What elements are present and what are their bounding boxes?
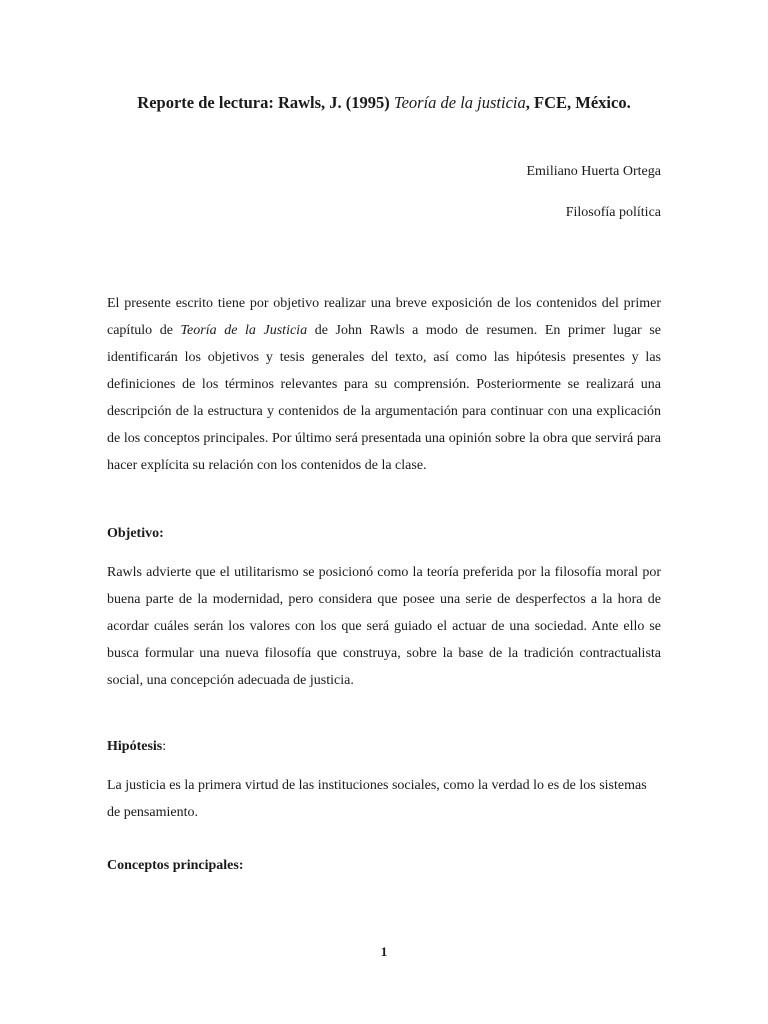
objetivo-paragraph: Rawls advierte que el utilitarismo se posicionó como la teoría preferida por la filosofía moral por buena parte de la modernidad, pero considera que posee una serie de desperfectos a la hora de acordar cuáles serán los valores con los que será guiado el actuar de una sociedad. Ante ello se busca formular una nueva filosofía que construya, sobre la base de la tradición contractualista social, una concepción adecuada de justicia.	[107, 565, 661, 688]
page-number: 1	[380, 944, 388, 959]
hipotesis-paragraph: La justicia es la primera virtud de las instituciones sociales, como la verdad lo es de los sistemas de pensamiento.	[107, 778, 647, 820]
document-title	[0, 93, 768, 113]
title-prefix: Reporte de lectura: Rawls, J. (1995)	[137, 93, 394, 112]
intro-text-part1: El presente escrito tiene por objetivo realizar una breve exposición de los contenidos del primer capítulo de	[107, 296, 661, 338]
intro-book-title: Teoría de la Justicia	[180, 323, 308, 338]
title-suffix: , FCE, México.	[525, 93, 631, 112]
intro-text-part2: de John Rawls a modo de resumen. En primer lugar se identificarán los objetivos y tesis generales del texto, así como las hipótesis presentes y las definiciones de los términos relevantes para su comprensión. Posteriormente se realizará una descripción de la estructura y contenidos de la argumentación para continuar con una explicación de los conceptos principales. Por último será presentada una opinión sobre la obra que servirá para hacer explícita su relación con los contenidos de la clase.	[107, 323, 661, 473]
hipotesis-heading-colon: :	[162, 739, 167, 754]
objetivo-heading: Objetivo:	[107, 526, 164, 541]
author-name: Emiliano Huerta Ortega	[526, 164, 661, 179]
hipotesis-heading-label: Hipótesis	[107, 739, 163, 754]
hipotesis-heading	[107, 738, 166, 756]
conceptos-heading: Conceptos principales:	[107, 858, 244, 873]
intro-paragraph	[107, 290, 661, 479]
course-name: Filosofía política	[565, 205, 661, 220]
title-book: Teoría de la justicia	[393, 93, 526, 112]
